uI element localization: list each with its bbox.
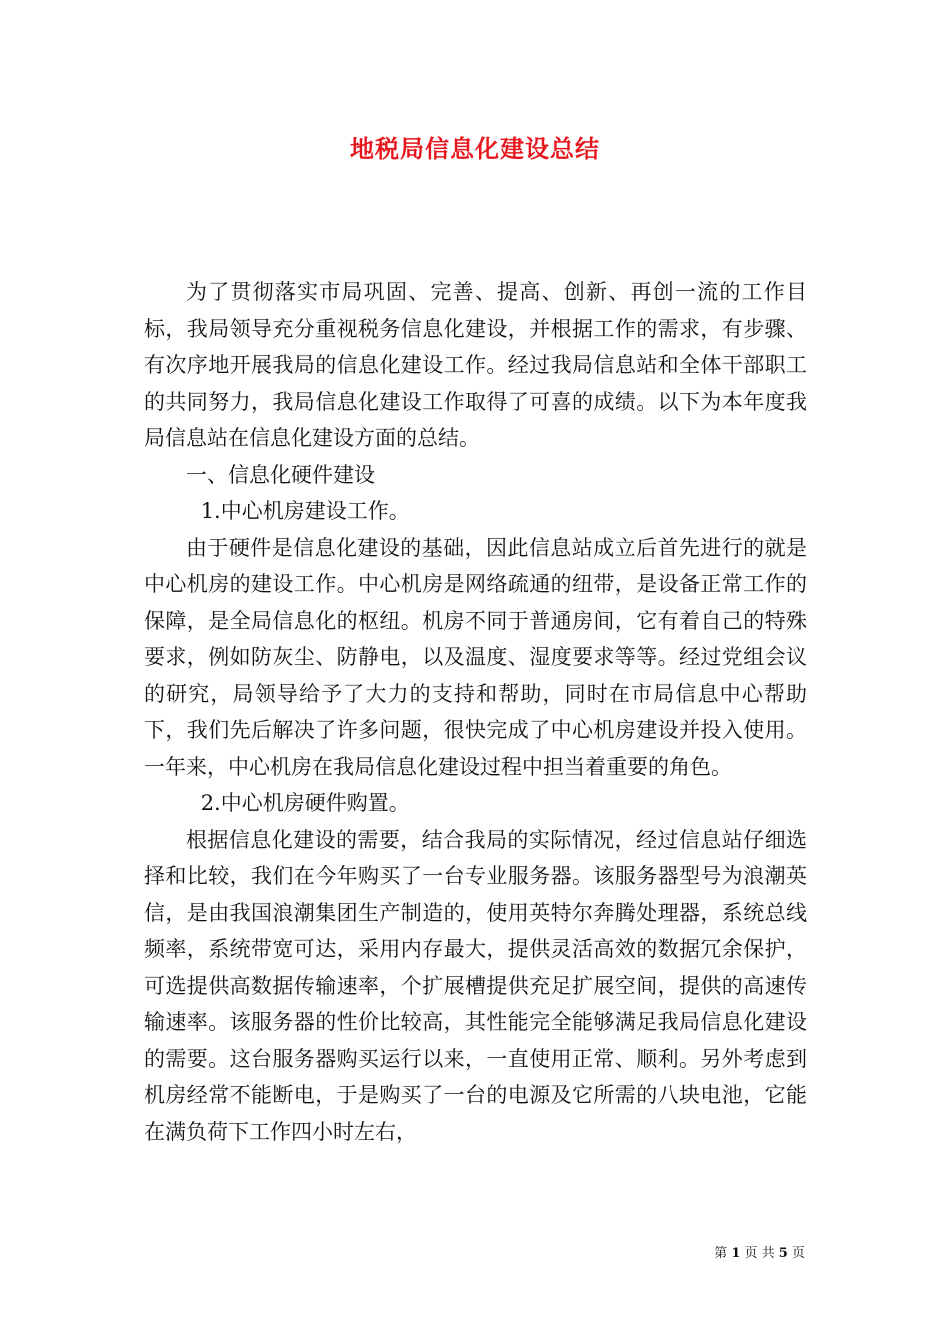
intro-paragraph: 为了贯彻落实市局巩固、完善、提高、创新、再创一流的工作目标，我局领导充分重视税务信息化建设，并根据工作的需求，有步骤、有次序地开展我局的信息化建设工作。经过我局信息站和全体干部职工的共同努力，我局信息化建设工作取得了可喜的成绩。以下为本年度我局信息站在信息化建设方面的总结。	[144, 280, 807, 450]
page-footer	[714, 1245, 805, 1263]
footer-suffix: 页	[791, 1246, 805, 1261]
paragraph-machine-room: 由于硬件是信息化建设的基础，因此信息站成立后首先进行的就是中心机房的建设工作。中心机房是网络疏通的纽带，是设备正常工作的保障，是全局信息化的枢纽。机房不同于普通房间，它有着自己的特殊要求，例如防灰尘、防静电，以及温度、湿度要求等等。经过党组会议的研究，局领导给予了大力的支持和帮助，同时在市局信息中心帮助下，我们先后解决了许多问题，很快完成了中心机房建设并投入使用。一年来，中心机房在我局信息化建设过程中担当着重要的角色。	[144, 535, 807, 779]
subheading-hardware-purchase: 2.中心机房硬件购置。	[200, 791, 410, 815]
footer-middle: 页 共	[744, 1246, 775, 1261]
paragraph-hardware-purchase: 根据信息化建设的需要，结合我局的实际情况，经过信息站仔细选择和比较，我们在今年购买了一台专业服务器。该服务器型号为浪潮英信，是由我国浪潮集团生产制造的，使用英特尔奔腾处理器，系统总线频率，系统带宽可达，采用内存最大，提供灵活高效的数据冗余保护，可选提供高数据传输速率，个扩展槽提供充足扩展空间，提供的高速传输速率。该服务器的性价比较高，其性能完全能够满足我局信息化建设的需要。这台服务器购买运行以来，一直使用正常、顺利。另外考虑到机房经常不能断电，于是购买了一台的电源及它所需的八块电池，它能在满负荷下工作四小时左右，	[144, 827, 807, 1144]
document-title: 地税局信息化建设总结	[350, 134, 600, 163]
document-body	[144, 274, 807, 1150]
footer-prefix: 第	[714, 1246, 728, 1261]
footer-page-number: 1	[731, 1246, 741, 1261]
footer-total-pages: 5	[778, 1246, 788, 1261]
section-heading-hardware: 一、信息化硬件建设	[186, 462, 375, 487]
subheading-machine-room: 1.中心机房建设工作。	[200, 499, 410, 523]
